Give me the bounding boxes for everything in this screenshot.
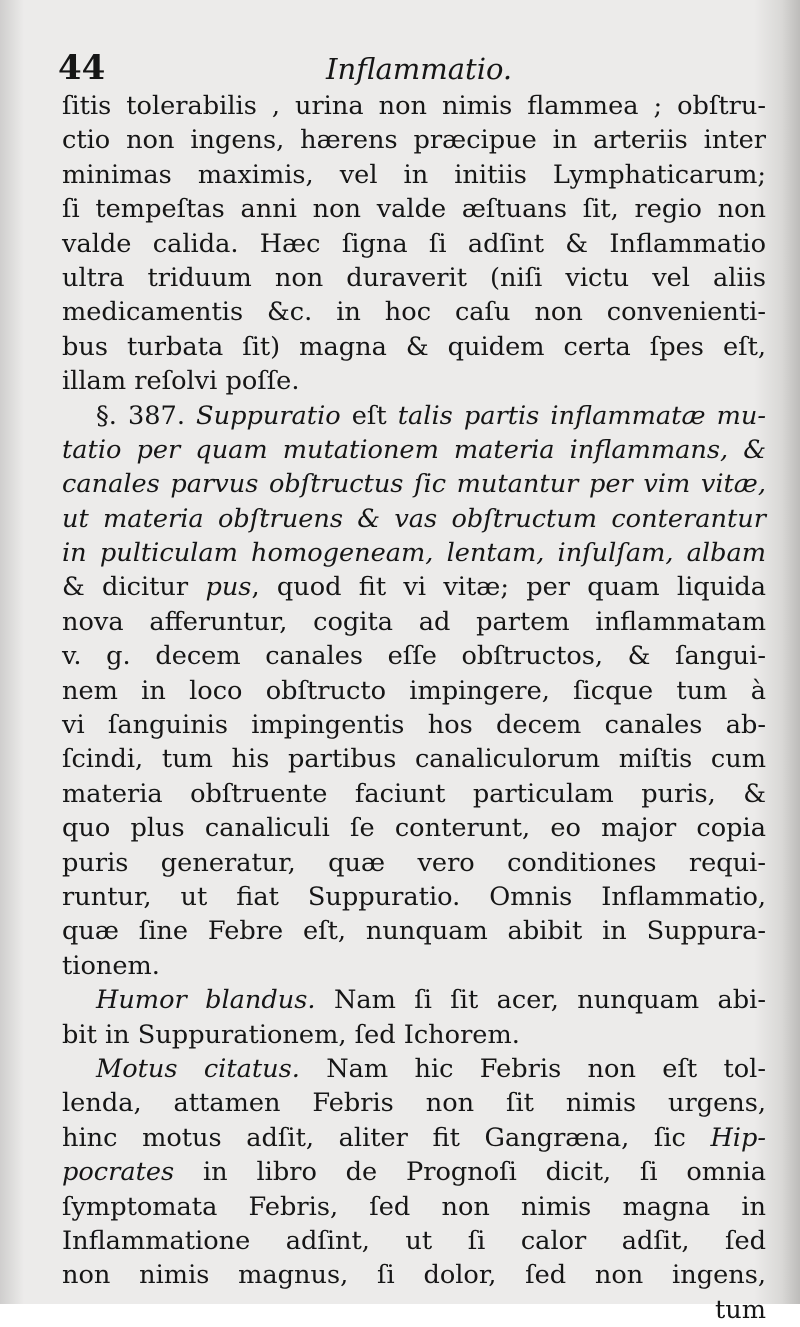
text-line: v. g. decem canales eſſe obſtructos, & ſangui- [62, 641, 766, 672]
text-line: nova afferuntur, cogita ad partem inflammatam [62, 606, 766, 637]
text-fragment: pocrates [62, 1157, 175, 1188]
text-line: ctio non ingens, hærens præcipue in arteriis inter [62, 125, 766, 156]
section-term: Suppuratio [196, 400, 341, 431]
text-line: bus turbata ſit) magna & quidem certa ſpes eſt, [62, 331, 766, 362]
text-fragment: eſt [351, 400, 387, 431]
text-line: illam reſolvi poſſe. [62, 366, 300, 397]
text-fragment: talis partis inflammatæ mu- [397, 400, 766, 431]
text-line: puris generatur, quæ vero conditiones requi- [62, 847, 766, 878]
subheading-motus-citatus: Motus citatus. [96, 1053, 300, 1084]
page-number: 44 [58, 48, 106, 88]
text-line: in pulticulam homogeneam, lentam, inſulſam, albam [62, 538, 766, 569]
body-text [62, 89, 766, 1327]
text-line: lenda, attamen Febris non ſit nimis urgens, [62, 1088, 766, 1119]
term-pus: pus [205, 572, 252, 603]
section-heading-line [62, 399, 766, 433]
text-fragment: hinc motus adſit, aliter fit Gangræna, ſic [62, 1122, 686, 1153]
running-title: Inflammatio. [326, 52, 513, 86]
text-line: canales parvus obſtructus ſic mutantur per vim vitæ, [62, 469, 766, 500]
section-number: §. 387. [96, 400, 185, 431]
text-fragment: in libro de Prognoſi dicit, ſi omnia [203, 1157, 766, 1188]
page-gutter-shadow [0, 0, 24, 1304]
text-line: ultra triduum non duraverit (niſi victu vel aliis [62, 262, 766, 293]
text-fragment: & dicitur [62, 572, 189, 603]
text-fragment: Nam ſi ſit acer, nunquam abi- [333, 985, 766, 1016]
text-line [62, 570, 766, 604]
text-line [62, 1052, 766, 1086]
text-line: medicamentis &c. in hoc caſu non convenienti- [62, 297, 766, 328]
text-line: materia obſtruente faciunt particulam puris, & [62, 778, 766, 809]
text-line: ſcindi, tum his partibus canaliculorum miſtis cum [62, 744, 766, 775]
text-line: ſi tempeſtas anni non valde æſtuans ſit, regio non [62, 194, 766, 225]
text-line: tatio per quam mutationem materia inflammans, & [62, 434, 766, 465]
subheading-humor-blandus: Humor blandus. [96, 985, 316, 1016]
text-line: nem in loco obſtructo impingere, ſicque tum à [62, 675, 766, 706]
text-line: ſymptomata Febris, ſed non nimis magna in [62, 1191, 766, 1222]
catchword: tum [714, 1294, 766, 1325]
text-line: Inflammatione adſint, ut ſi calor adſit, ſed [62, 1225, 766, 1256]
text-line: non nimis magnus, ſi dolor, ſed non ingens, [62, 1260, 766, 1291]
text-line: quæ ſine Febre eſt, nunquam abibit in Suppura- [62, 916, 766, 947]
text-line: ſitis tolerabilis , urina non nimis flammea ; obſtru- [62, 91, 766, 121]
text-line: ut materia obſtruens & vas obſtructum conterantur [62, 503, 766, 534]
page-header [58, 48, 758, 92]
text-line: bit in Suppurationem, ſed Ichorem. [62, 1019, 520, 1050]
text-line [62, 1155, 766, 1189]
text-line: vi ſanguinis impingentis hos decem canales ab- [62, 710, 766, 741]
text-line: valde calida. Hæc ſigna ſi adſint & Inflammatio [62, 228, 766, 259]
text-line: runtur, ut fiat Suppuratio. Omnis Inflammatio, [62, 881, 766, 912]
text-line: minimas maximis, vel in initiis Lymphaticarum; [62, 159, 766, 190]
text-fragment: Hip- [710, 1122, 767, 1153]
text-fragment: Nam hic Febris non eſt tol- [326, 1053, 766, 1084]
text-line: tionem. [62, 950, 160, 981]
text-line [62, 1121, 766, 1155]
text-fragment: , quod fit vi vitæ; per quam liquida [251, 572, 767, 603]
text-line [62, 983, 766, 1017]
text-line: quo plus canaliculi ſe conterunt, eo major copia [62, 813, 766, 844]
